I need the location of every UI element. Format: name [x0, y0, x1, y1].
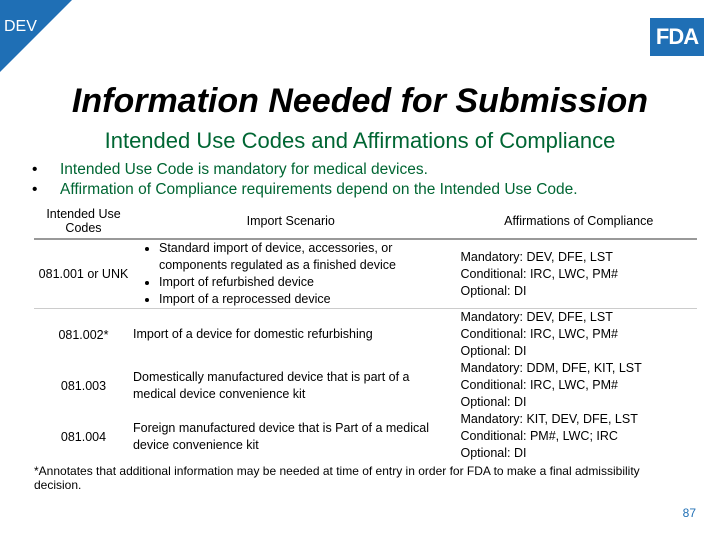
row-code: 081.004	[60, 429, 107, 444]
table-header-row	[34, 204, 697, 239]
header-import-scenario: Import Scenario	[133, 204, 448, 239]
fda-logo: FDA	[650, 18, 704, 56]
aff-mandatory: Mandatory: KIT, DEV, DFE, LST	[460, 412, 638, 426]
row-scenario	[133, 239, 448, 309]
row-code: 081.003	[60, 378, 107, 393]
table-row	[34, 411, 697, 462]
header-intended-use-codes: Intended Use Codes	[34, 204, 133, 239]
row-affirmations	[448, 309, 697, 361]
intended-use-table	[34, 204, 697, 462]
row-code: 081.002*	[58, 327, 109, 342]
aff-optional: Optional: DI	[460, 446, 527, 460]
row-affirmations	[448, 239, 697, 309]
aff-optional: Optional: DI	[460, 283, 527, 298]
table-row	[34, 239, 697, 309]
scenario-item: • Standard import of device, accessories, or components regulated as a finished device	[159, 240, 448, 274]
table-row	[34, 309, 697, 361]
row-scenario: Foreign manufactured device that is Part of a medical device convenience kit	[132, 420, 429, 452]
page-subtitle: Intended Use Codes and Affirmations of Compliance	[104, 128, 616, 153]
aff-mandatory: Mandatory: DEV, DFE, LST	[460, 249, 613, 264]
aff-conditional: Conditional: PM#, LWC; IRC	[460, 429, 618, 443]
row-scenario: Domestically manufactured device that is part of a medical device convenience kit	[132, 369, 410, 401]
header-affirmations: Affirmations of Compliance	[448, 204, 697, 239]
bullet-dot-icon: •	[32, 181, 38, 198]
footnote: *Annotates that additional information may be needed at time of entry in order for FDA to make a final admissibility decision.	[34, 464, 640, 492]
table-row	[34, 360, 697, 411]
aff-conditional: Conditional: IRC, LWC, PM#	[460, 327, 618, 341]
bullet-list	[32, 160, 578, 200]
aff-optional: Optional: DI	[460, 395, 527, 409]
aff-mandatory: Mandatory: DEV, DFE, LST	[460, 310, 613, 324]
bullet-item: • Intended Use Code is mandatory for medical devices.	[32, 161, 428, 178]
corner-banner	[0, 0, 72, 72]
aff-optional: Optional: DI	[460, 344, 527, 358]
bullet-dot-icon: •	[32, 161, 38, 178]
row-affirmations	[448, 411, 697, 462]
scenario-item: • Import of a reprocessed device	[159, 291, 448, 308]
aff-mandatory: Mandatory: DDM, DFE, KIT, LST	[460, 361, 642, 375]
bullet-item: • Affirmation of Compliance requirements depend on the Intended Use Code.	[32, 181, 578, 198]
aff-conditional: Conditional: IRC, LWC, PM#	[460, 378, 618, 392]
page-title: Information Needed for Submission	[71, 82, 649, 120]
aff-conditional: Conditional: IRC, LWC, PM#	[460, 266, 618, 281]
scenario-item: • Import of refurbished device	[159, 274, 448, 291]
row-code: 081.001 or UNK	[34, 239, 133, 309]
row-scenario: Import of a device for domestic refurbishing	[132, 327, 373, 341]
page-number: 87	[682, 506, 696, 520]
row-affirmations	[448, 360, 697, 411]
corner-label: DEV	[4, 18, 37, 35]
